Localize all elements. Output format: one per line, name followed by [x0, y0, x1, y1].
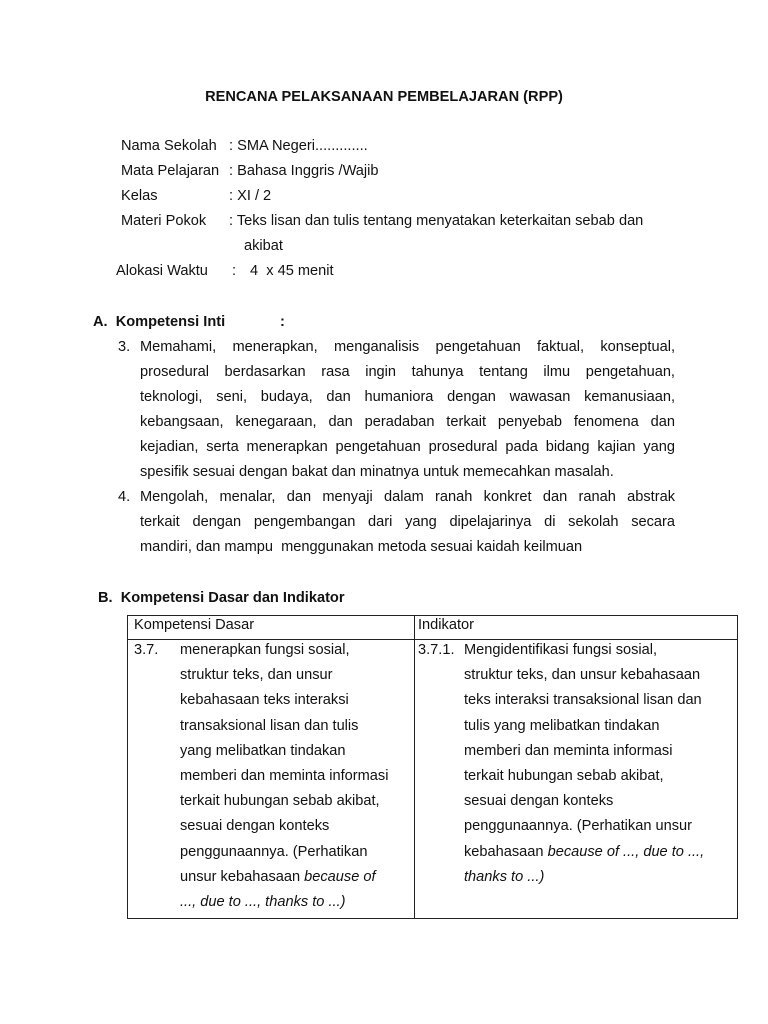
line-text: memberi dan meminta informasi — [464, 742, 673, 759]
value-materi-pokok: : Teks lisan dan tulis tentang menyatakan keterkaitan sebab dan — [229, 213, 644, 229]
table-cell-line — [180, 792, 380, 810]
section-b-heading: B. Kompetensi Dasar dan Indikator — [98, 590, 345, 606]
table-cell-line — [180, 893, 345, 911]
list-item-line: Mengolah, menalar, dan menyaji dalam ranah konkret dan ranah abstrak — [140, 489, 675, 505]
label-materi-pokok: Materi Pokok — [121, 213, 207, 229]
value-materi-pokok-cont: akibat — [244, 238, 283, 254]
table-cell-line — [180, 666, 333, 684]
list-item-line: terkait dengan pengembangan dari yang dipelajarinya di sekolah secara — [140, 514, 675, 530]
table-cell-line — [464, 767, 664, 785]
value-mata-pelajaran: : Bahasa Inggris /Wajib — [229, 163, 379, 179]
line-text: sesuai dengan konteks — [180, 818, 330, 835]
list-item-line: teknologi, seni, budaya, dan humaniora dengan wawasan kemanusiaan, — [140, 389, 675, 405]
table-header-divider — [127, 639, 738, 640]
table-cell-line — [464, 843, 704, 861]
value-alokasi-waktu: 4 x 45 menit — [250, 263, 334, 279]
page-title: RENCANA PELAKSANAAN PEMBELAJARAN (RPP) — [205, 89, 563, 105]
line-text: Mengidentifikasi fungsi sosial, — [464, 642, 658, 658]
list-item-line: spesifik sesuai dengan bakat dan minatnya untuk memecahkan masalah. — [140, 464, 614, 480]
table-column-divider — [414, 615, 415, 919]
line-text: struktur teks, dan unsur kebahasaan — [464, 667, 701, 684]
list-item-line: prosedural berdasarkan rasa ingin tahunya tentang ilmu pengetahuan, — [140, 364, 675, 380]
list-item-line: mandiri, dan mampu menggunakan metoda sesuai kaidah keilmuan — [140, 539, 583, 555]
indikator-number: 3.7.1. — [418, 642, 455, 658]
table-cell-line — [464, 792, 613, 810]
section-a-heading: A. Kompetensi Inti — [93, 314, 226, 330]
value-nama-sekolah: : SMA Negeri............. — [229, 138, 368, 154]
line-text: transaksional lisan dan tulis — [180, 717, 359, 734]
list-item-number: 3. — [118, 339, 131, 355]
line-text: memberi dan meminta informasi — [180, 768, 389, 784]
line-text: yang melibatkan tindakan — [180, 742, 346, 759]
table-cell-line — [464, 691, 702, 709]
table-cell-line — [180, 868, 376, 886]
line-text: penggunaannya. (Perhatikan unsur — [464, 818, 692, 835]
table-header-kompetensi-dasar: Kompetensi Dasar — [134, 617, 255, 633]
line-text: terkait hubungan sebab akibat, — [464, 768, 664, 784]
line-text: sesuai dengan konteks — [464, 793, 614, 810]
value-kelas: : XI / 2 — [229, 188, 272, 204]
table-cell-line — [180, 843, 367, 861]
line-italic-text: because of — [304, 868, 376, 885]
table-cell-line — [180, 691, 349, 709]
list-item-line: kebangsaan, kenegaraan, dan peradaban terkait penyebab fenomena dan — [140, 414, 675, 430]
table-cell-line — [180, 742, 346, 760]
table-cell-line — [464, 717, 660, 735]
label-kelas: Kelas — [121, 188, 158, 204]
table-cell-line — [464, 817, 692, 835]
line-italic-text: ..., due to ..., thanks to ...) — [180, 894, 346, 910]
label-alokasi-waktu: Alokasi Waktu — [116, 263, 208, 279]
table-cell-line — [180, 641, 350, 659]
line-text: penggunaannya. (Perhatikan — [180, 843, 368, 860]
table-cell-line — [180, 817, 329, 835]
line-text: struktur teks, dan unsur — [180, 667, 333, 684]
table-cell-line — [464, 742, 672, 760]
list-item-line: kejadian, serta menerapkan pengetahuan prosedural pada bidang kajian yang — [140, 439, 675, 455]
alokasi-colon: : — [232, 263, 237, 279]
line-text: kebahasaan — [464, 843, 548, 860]
line-text: terkait hubungan sebab akibat, — [180, 793, 380, 810]
line-text: tulis yang melibatkan tindakan — [464, 717, 660, 734]
table-header-indikator: Indikator — [418, 617, 474, 633]
kd-number: 3.7. — [134, 642, 159, 658]
label-nama-sekolah: Nama Sekolah — [121, 138, 217, 154]
line-text: unsur kebahasaan — [180, 868, 305, 885]
list-item-line: Memahami, menerapkan, menganalisis pengetahuan faktual, konseptual, — [140, 339, 675, 355]
label-mata-pelajaran: Mata Pelajaran — [121, 163, 220, 179]
line-text: menerapkan fungsi sosial, — [180, 642, 350, 658]
table-cell-line — [180, 717, 358, 735]
table-cell-line — [464, 641, 657, 659]
table-cell-line — [464, 666, 700, 684]
list-item-number: 4. — [118, 489, 131, 505]
section-a-colon: : — [280, 314, 285, 330]
line-italic-text: thanks to ...) — [464, 868, 545, 885]
table-cell-line — [180, 767, 388, 785]
line-text: teks interaksi transaksional lisan dan — [464, 692, 702, 709]
line-italic-text: because of ..., due to ..., — [547, 843, 705, 860]
table-cell-line — [464, 868, 544, 886]
line-text: kebahasaan teks interaksi — [180, 692, 349, 709]
